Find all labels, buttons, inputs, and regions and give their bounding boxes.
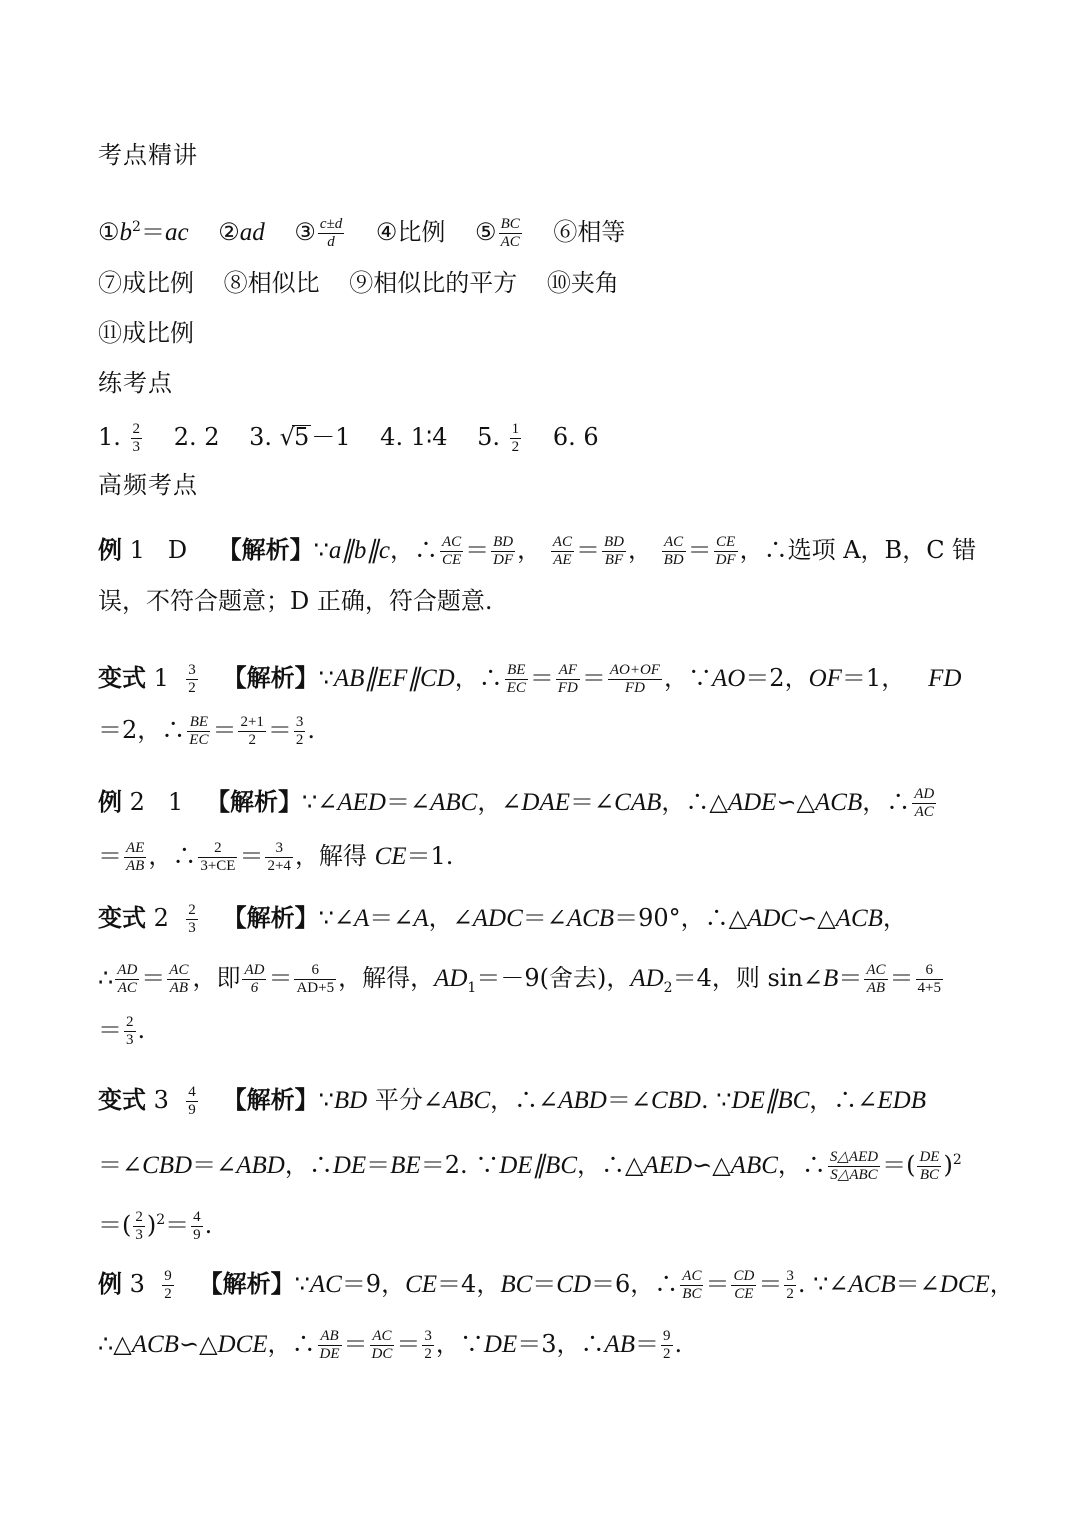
answer-page [98,130,1014,1362]
variant-1-line-1: 变式 1 $\frac{3}{2}$ 【解析】∵AB∥EF∥CD，∴ $\frac{BE}{EC}$ ＝ $\frac{AF}{FD}$ ＝ $\frac{AO+OF}{FD}$ ，∵AO＝2，OF＝1， FD [98,662,962,696]
lk-answer-5: 5. $\frac{1}{2}$ [477,421,520,455]
lk-answer-6: 6. 6 [552,423,599,451]
lk-answer-1: 1. $\frac{2}{3}$ [98,421,141,455]
lk-answer-2: 2. 2 [173,423,220,451]
kd-item-3: ③ $\frac{c\pm d}{d}$ [294,216,343,250]
example-2-line-1: 例 2 1 【解析】∵∠AED＝∠ABC，∠DAE＝∠CAB，∴△ADE∽△ACB，∴ $\frac{AD}{AC}$ [98,786,935,820]
kd-item-6: ⑥相等 [553,218,626,246]
kd-item-10: ⑩夹角 [546,269,619,297]
kaodian-line-1 [98,202,984,252]
kaodian-line-2 [98,258,984,308]
example-1-line-2: 误，不符合题意；D 正确，符合题意. [98,587,493,615]
lk-answer-4: 4. 1∶4 [380,423,448,451]
kd-item-11: ⑪成比例 [98,319,194,347]
example-1-line-1: 例 1 D 【解析】∵a∥b∥c，∴ $\frac{AC}{CE}$ ＝ $\frac{BD}{DF}$ ， $\frac{AC}{AE}$ ＝ $\frac{BD}{BF}$ ， $\frac{AC}{BD}$ ＝ $\frac{CE}{DF}$ ，∴选项 A，B，C 错 [98,534,977,568]
variant-1-line-2: ＝2，∴ $\frac{BE}{EC}$ ＝ $\frac{2+1}{2}$ ＝ $\frac{3}{2}$ . [98,714,316,748]
variant-2-line-3: ＝ $\frac{2}{3}$ . [98,1014,146,1048]
example-3-line-2: ∴△ACB∽△DCE，∴ $\frac{AB}{DE}$ ＝ $\frac{AC}{DC}$ ＝ $\frac{3}{2}$ ，∵DE＝3，∴AB＝ $\frac{9}{2}$ . [98,1328,683,1362]
lian-answers [98,412,984,462]
kd-item-7: ⑦成比例 [98,269,194,297]
kd-item-5: ⑤ $\frac{BC}{AC}$ [475,216,520,250]
example-3-line-1: 例 3 $\frac{9}{2}$ 【解析】∵AC＝9，CE＝4，BC＝CD＝6，∴ $\frac{AC}{BC}$ ＝ $\frac{CD}{CE}$ ＝ $\frac{3}{2}$ . ∵∠ACB＝∠DCE， [98,1268,1014,1302]
kd-item-9: ⑨相似比的平方 [349,269,518,297]
section-title-gaopin: 高频考点 [98,471,198,499]
variant-2-line-2: ∴ $\frac{AD}{AC}$ ＝ $\frac{AC}{AB}$ ，即 $\frac{AD}{6}$ ＝ $\frac{6}{AD+5}$ ，解得，$AD_1=-9$(舍去)，$AD_2=4$，则 sin∠B＝ $\frac{AC}{AB}$ ＝ $\frac{6}{4+5}$ [98,962,941,996]
variant-2-line-1: 变式 2 $\frac{2}{3}$ 【解析】∵∠A＝∠A，∠ADC＝∠ACB＝90°，∴△ADC∽△ACB， [98,902,907,936]
variant-3-line-2: ＝∠CBD＝∠ABD，∴DE＝BE＝2. ∵DE∥BC，∴△AED∽△ABC，∴ $\frac{\text{S△AED}}{\text{S△ABC}}$ ＝( $\frac{DE}{BC}$ )$^2$ [98,1149,962,1183]
kd-item-2: ②ad [218,218,265,246]
section-title-kaodian: 考点精讲 [98,141,198,169]
kaodian-line-3 [98,308,984,358]
variant-3-line-3: ＝( $\frac{2}{3}$ )$^2$＝ $\frac{4}{9}$ . [98,1209,213,1243]
lk-answer-3: 3. √5－1 [249,423,351,451]
kd-item-1: $①b^2=ac$ [98,218,189,246]
variant-3-line-1: 变式 3 $\frac{4}{9}$ 【解析】∵BD 平分∠ABC，∴∠ABD＝∠CBD. ∵DE∥BC，∴∠EDB [98,1084,927,1118]
section-title-lian: 练考点 [98,369,173,397]
kd-item-8: ⑧相似比 [223,269,320,297]
example-2-line-2: ＝ $\frac{AE}{AB}$ ，∴ $\frac{2}{3+CE}$ ＝ $\frac{3}{2+4}$ ，解得 CE＝1. [98,840,454,874]
kd-item-4: ④比例 [375,218,446,246]
